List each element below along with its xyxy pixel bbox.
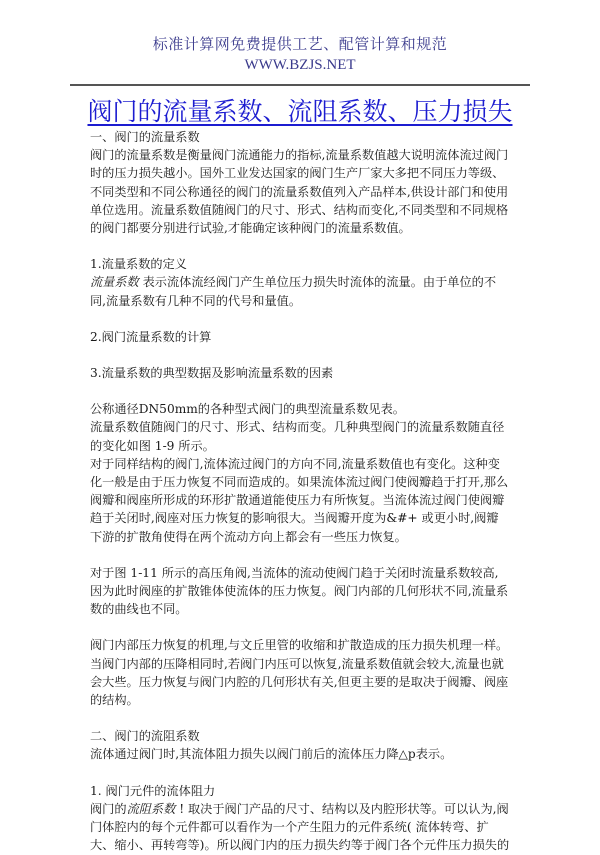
header-divider	[70, 84, 530, 86]
subheading-typical-data: 3.流量系数的典型数据及影响流量系数的因素	[90, 366, 334, 381]
term-flow-resistance: 流阻系数	[126, 801, 176, 816]
section-heading-flow-coefficient: 一、阀门的流量系数	[90, 130, 200, 144]
paragraph: 公称通径DN50mm的各种型式阀门的典型流量系数见表。	[90, 402, 405, 417]
spacer	[90, 310, 510, 328]
paragraph: 流体通过阀门时,其流体阻力损失以阀门前后的流体压力降△p表示。	[90, 747, 453, 762]
definition-text: 表示流体流经阀门产生单位压力损失时流体的流量。由于单位的不同,流量系数有几种不同的代号和量值。	[90, 275, 497, 308]
spacer	[90, 346, 510, 364]
paragraph: 对于同样结构的阀门,流体流过阀门的方向不同,流量系数值也有变化。这种变化一般是由于压力恢复不同而造成的。如果流体流过阀门使阀瓣趋于打开,那么阀瓣和阀座所形成的环形扩散通道能使压力有所恢复。当流体流过阀门使阀瓣趋于关闭时,阀座对压力恢复的影响很大。当阀瓣开度为&#+ 或更小时,阀瓣下游的扩散角使得在两个流动方向上都会有一些压力恢复。	[90, 456, 509, 544]
subheading-definition: 1.流量系数的定义	[90, 257, 187, 272]
subheading-component-resistance: 1. 阀门元件的流体阻力	[90, 783, 216, 798]
spacer	[90, 546, 510, 564]
spacer	[90, 618, 510, 636]
spacer	[90, 709, 510, 727]
term-flow-coefficient: 流量系数	[90, 275, 139, 290]
paragraph-text: ! 取决于阀门产品的尺寸、结构以及内腔形状等。可以认为,阀门体腔内的每个元件都可以看作为一个产生阻力的元件系统( 流体转弯、扩大、缩小、再转弯等)。所以阀门内的压力损失约等于阀门各个元件压力损失的	[90, 801, 510, 853]
site-url[interactable]: WWW.BZJS.NET	[244, 57, 356, 73]
document-title[interactable]: 阀门的流量系数、流阻系数、压力损失	[87, 97, 513, 126]
document-body	[90, 128, 510, 855]
spacer	[90, 382, 510, 400]
paragraph: 流量系数值随阀门的尺寸、形式、结构而变。几种典型阀门的流量系数随直径的变化如图 1-9 所示。	[90, 420, 505, 453]
spacer	[90, 764, 510, 782]
paragraph-lead: 阀门的	[90, 801, 127, 816]
paragraph: 阀门的流量系数是衡量阀门流通能力的指标,流量系数值越大说明流体流过阀门时的压力损失越小。国外工业发达国家的阀门生产厂家大多把不同压力等级、不同类型和不同公称通径的阀门的流量系数值列入产品样本,供设计部门和使用单位选用。流量系数值随阀门的尺寸、形式、结构而变化,不同类型和不同规格的阀门都要分别进行试验,才能确定该种阀门的流量系数值。	[90, 148, 509, 236]
paragraph: 阀门内部压力恢复的机理,与文丘里管的收缩和扩散造成的压力损失机理一样。当阀门内部的压降相同时,若阀门内压可以恢复,流量系数值就会较大,流量也就会大些。压力恢复与阀门内腔的几何形状有关,但更主要的是取决于阀瓣、阀座的结构。	[90, 638, 509, 708]
paragraph	[90, 273, 510, 309]
spacer	[90, 237, 510, 255]
subheading-calculation: 2.阀门流量系数的计算	[90, 329, 212, 344]
site-header	[0, 0, 600, 86]
paragraph	[90, 800, 510, 855]
section-heading-flow-resistance: 二、阀门的流阻系数	[90, 729, 200, 744]
site-slogan: 标准计算网免费提供工艺、配管计算和规范	[152, 35, 448, 53]
paragraph: 对于图 1-11 所示的高压角阀,当流体的流动使阀门趋于关闭时流量系数较高,因为此时阀座的扩散锥体使流体的压力恢复。阀门内部的几何形状不同,流量系数的曲线也不同。	[90, 565, 509, 617]
